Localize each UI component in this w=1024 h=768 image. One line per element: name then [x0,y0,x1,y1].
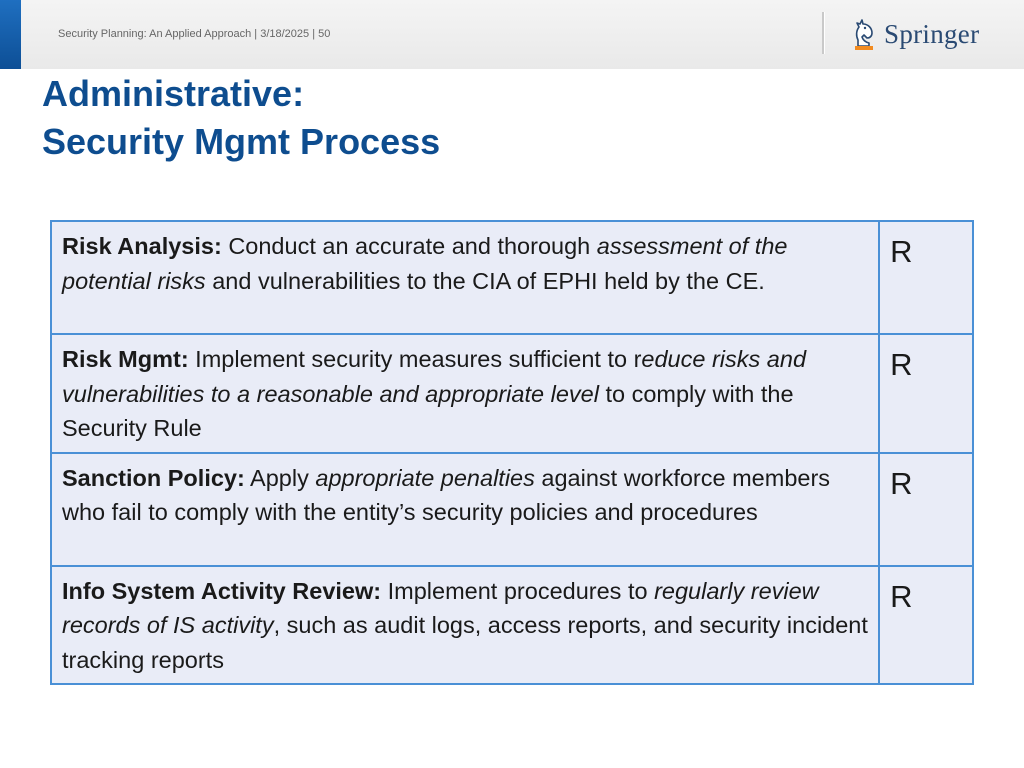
requirement-emphasis: assessment of the potential risks [62,233,788,294]
page-title [42,70,440,166]
requirement-text: Implement procedures to [381,577,655,604]
slide-footer-text: Security Planning: An Applied Approach | 3/18/2025 | 50 [58,28,331,40]
requirement-emphasis: appropriate penalties [315,464,535,491]
requirement-text: to comply with the Security Rule [62,380,794,441]
requirement-text: against workforce members who fail to comply with the entity’s security policies and procedures [62,464,831,525]
title-line-1: Administrative: [42,73,305,114]
requirement-code: R [879,334,973,453]
requirement-code: R [879,221,973,334]
table-row [51,334,973,453]
knight-chess-piece-icon [850,16,878,52]
requirement-description [51,566,879,685]
requirement-description [51,453,879,566]
requirement-text: Apply [244,464,316,491]
requirement-text: and vulnerabilities to the CIA of EPHI held by the CE. [205,267,765,294]
requirement-emphasis: regularly review records of IS activity [62,577,819,638]
springer-logo [850,14,979,54]
title-line-2: Security Mgmt Process [42,121,441,162]
accent-stripe [0,0,21,69]
requirement-code: R [879,566,973,685]
requirement-text: Implement security measures sufficient to r [188,346,642,372]
requirements-table [50,220,974,685]
requirement-label: Risk Mgmt: [62,346,189,372]
requirement-code: R [879,453,973,566]
requirement-description [51,334,879,453]
requirement-text: Conduct an accurate and thorough [221,233,597,259]
requirement-text: , such as audit logs, access reports, and security incident tracking reports [62,612,868,673]
requirement-emphasis: educe risks and vulnerabilities to a reasonable and appropriate level [62,346,807,407]
table-row [51,221,973,334]
table-row [51,453,973,566]
logo-text: Springer [884,18,980,49]
header-divider [822,12,824,54]
requirement-label: Info System Activity Review: [62,577,382,604]
requirement-description [51,221,879,334]
requirement-label: Sanction Policy: [62,464,245,491]
table-row [51,566,973,685]
requirement-label: Risk Analysis: [62,233,222,259]
